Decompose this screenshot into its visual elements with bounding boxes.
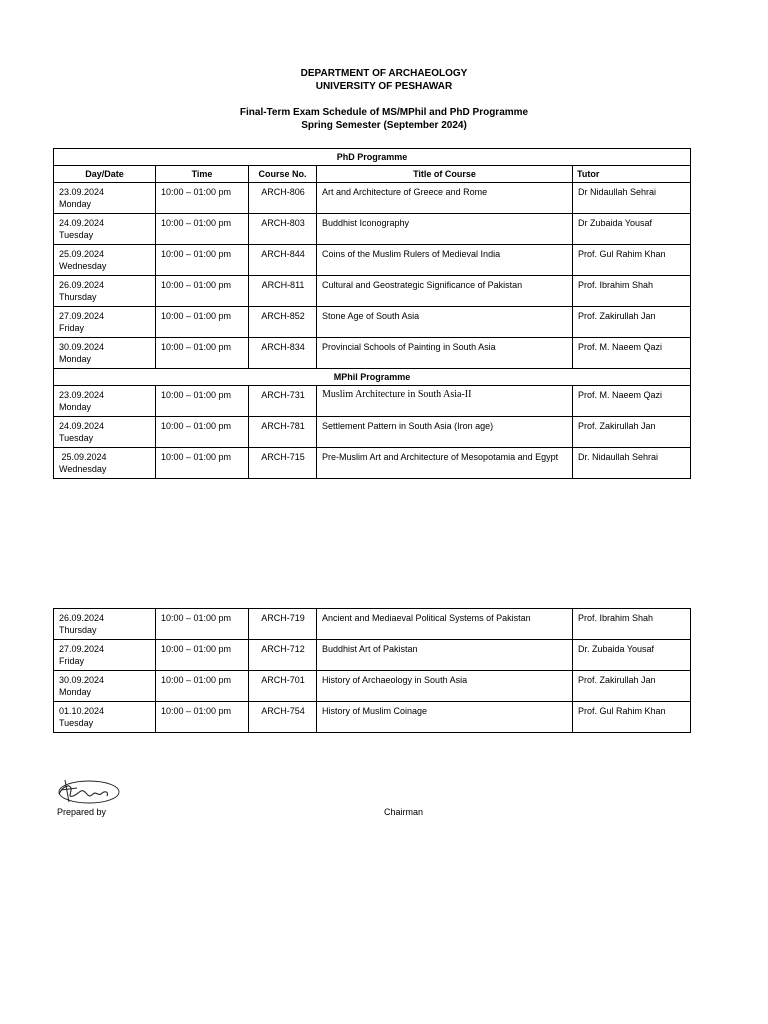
prepared-by-label: Prepared by [57,807,107,817]
course-title-cell: Buddhist Iconography [317,214,573,245]
university-name: UNIVERSITY OF PESHAWAR [315,81,453,92]
course-no-cell: ARCH-852 [249,307,317,338]
exam-time-cell: 10:00 – 01:00 pm [156,640,249,671]
course-no-cell: ARCH-731 [249,386,317,417]
exam-date: 26.09.2024 [59,613,105,623]
table-row [54,417,691,448]
exam-date: 23.09.2024 [59,390,105,400]
exam-schedule-table [53,148,691,479]
col-header-date: Day/Date [54,166,156,183]
tutor-cell: Dr. Nidaullah Sehrai [573,448,691,479]
mphil-section-title: MPhil Programme [54,369,691,386]
day-date-cell [54,307,156,338]
course-no-cell: ARCH-719 [249,609,317,640]
day-date-cell [54,214,156,245]
exam-date: 27.09.2024 [59,644,105,654]
exam-time-cell: 10:00 – 01:00 pm [156,214,249,245]
table-row [54,276,691,307]
exam-date: 25.09.2024 [59,452,107,462]
day-date-cell [54,338,156,369]
course-title-cell: Art and Architecture of Greece and Rome [317,183,573,214]
course-title-cell: Buddhist Art of Pakistan [317,640,573,671]
exam-day: Monday [59,402,92,412]
exam-day: Tuesday [59,230,94,240]
day-date-cell [54,671,156,702]
course-title-cell: Coins of the Muslim Rulers of Medieval India [317,245,573,276]
signature-image [55,772,121,808]
column-header-row [54,166,691,183]
exam-day: Tuesday [59,718,94,728]
course-no-cell: ARCH-781 [249,417,317,448]
exam-date: 30.09.2024 [59,342,105,352]
course-no-cell: ARCH-844 [249,245,317,276]
exam-time-cell: 10:00 – 01:00 pm [156,245,249,276]
exam-day: Wednesday [59,464,107,474]
exam-time-cell: 10:00 – 01:00 pm [156,386,249,417]
course-title-cell: History of Muslim Coinage [317,702,573,733]
table-row [54,386,691,417]
course-no-cell: ARCH-715 [249,448,317,479]
course-title-cell: Pre-Muslim Art and Architecture of Mesopotamia and Egypt [317,448,573,479]
day-date-cell [54,417,156,448]
exam-day: Thursday [59,292,97,302]
tutor-cell: Prof. M. Naeem Qazi [573,386,691,417]
day-date-cell [54,448,156,479]
course-title-cell: History of Archaeology in South Asia [317,671,573,702]
course-no-cell: ARCH-811 [249,276,317,307]
table-row [54,183,691,214]
tutor-cell: Dr Nidaullah Sehrai [573,183,691,214]
tutor-cell: Prof. M. Naeem Qazi [573,338,691,369]
day-date-cell [54,609,156,640]
course-no-cell: ARCH-701 [249,671,317,702]
table-row [54,671,691,702]
mphil-continued-rows [54,609,691,733]
exam-time-cell: 10:00 – 01:00 pm [156,609,249,640]
mphil-rows [54,386,691,479]
exam-time-cell: 10:00 – 01:00 pm [156,702,249,733]
exam-time-cell: 10:00 – 01:00 pm [156,417,249,448]
exam-time-cell: 10:00 – 01:00 pm [156,338,249,369]
course-title-cell: Provincial Schools of Painting in South Asia [317,338,573,369]
exam-day: Monday [59,199,92,209]
exam-day: Friday [59,656,85,666]
exam-time-cell: 10:00 – 01:00 pm [156,276,249,307]
exam-time-cell: 10:00 – 01:00 pm [156,448,249,479]
exam-date: 30.09.2024 [59,675,105,685]
col-header-tutor: Tutor [573,166,691,183]
mphil-section-row [54,369,691,386]
course-no-cell: ARCH-806 [249,183,317,214]
tutor-cell: Prof. Zakirullah Jan [573,417,691,448]
day-date-cell [54,183,156,214]
phd-rows [54,183,691,369]
table-row [54,702,691,733]
course-no-cell: ARCH-803 [249,214,317,245]
exam-date: 01.10.2024 [59,706,105,716]
course-no-cell: ARCH-712 [249,640,317,671]
phd-section-title: PhD Programme [54,149,691,166]
course-title-cell: Stone Age of South Asia [317,307,573,338]
schedule-header [0,106,768,132]
day-date-cell [54,276,156,307]
tutor-cell: Prof. Ibrahim Shah [573,276,691,307]
exam-time-cell: 10:00 – 01:00 pm [156,183,249,214]
tutor-cell: Dr Zubaida Yousaf [573,214,691,245]
exam-schedule-table-continued [53,608,691,733]
exam-date: 27.09.2024 [59,311,105,321]
col-header-course: Course No. [249,166,317,183]
course-title-cell: Ancient and Mediaeval Political Systems of Pakistan [317,609,573,640]
schedule-title: Final-Term Exam Schedule of MS/MPhil and PhD Programme [239,107,529,118]
col-header-time: Time [156,166,249,183]
table-row [54,307,691,338]
department-name: DEPARTMENT OF ARCHAEOLOGY [300,68,468,79]
exam-date: 25.09.2024 [59,249,105,259]
course-no-cell: ARCH-834 [249,338,317,369]
exam-date: 26.09.2024 [59,280,105,290]
tutor-cell: Prof. Gul Rahim Khan [573,245,691,276]
day-date-cell [54,640,156,671]
exam-day: Tuesday [59,433,94,443]
chairman-label: Chairman [384,807,424,817]
exam-day: Monday [59,687,92,697]
exam-day: Friday [59,323,85,333]
tutor-cell: Dr. Zubaida Yousaf [573,640,691,671]
tutor-cell: Prof. Ibrahim Shah [573,609,691,640]
exam-date: 24.09.2024 [59,218,105,228]
phd-section-row [54,149,691,166]
exam-time-cell: 10:00 – 01:00 pm [156,671,249,702]
exam-date: 23.09.2024 [59,187,105,197]
table-row [54,609,691,640]
course-title-cell: Settlement Pattern in South Asia (Iron age) [317,417,573,448]
semester-title: Spring Semester (September 2024) [301,120,467,131]
course-no-cell: ARCH-754 [249,702,317,733]
table-row [54,245,691,276]
exam-day: Wednesday [59,261,107,271]
col-header-title: Title of Course [317,166,573,183]
day-date-cell [54,386,156,417]
table-row [54,448,691,479]
tutor-cell: Prof. Zakirullah Jan [573,671,691,702]
table-row [54,214,691,245]
tutor-cell: Prof. Gul Rahim Khan [573,702,691,733]
exam-time-cell: 10:00 – 01:00 pm [156,307,249,338]
exam-date: 24.09.2024 [59,421,105,431]
exam-day: Thursday [59,625,97,635]
table-row [54,640,691,671]
tutor-cell: Prof. Zakirullah Jan [573,307,691,338]
day-date-cell [54,702,156,733]
document-header [0,67,768,93]
course-title-cell: Cultural and Geostrategic Significance of Pakistan [317,276,573,307]
course-title-cell: Muslim Architecture in South Asia-II [317,386,573,417]
exam-day: Monday [59,354,92,364]
day-date-cell [54,245,156,276]
table-row [54,338,691,369]
